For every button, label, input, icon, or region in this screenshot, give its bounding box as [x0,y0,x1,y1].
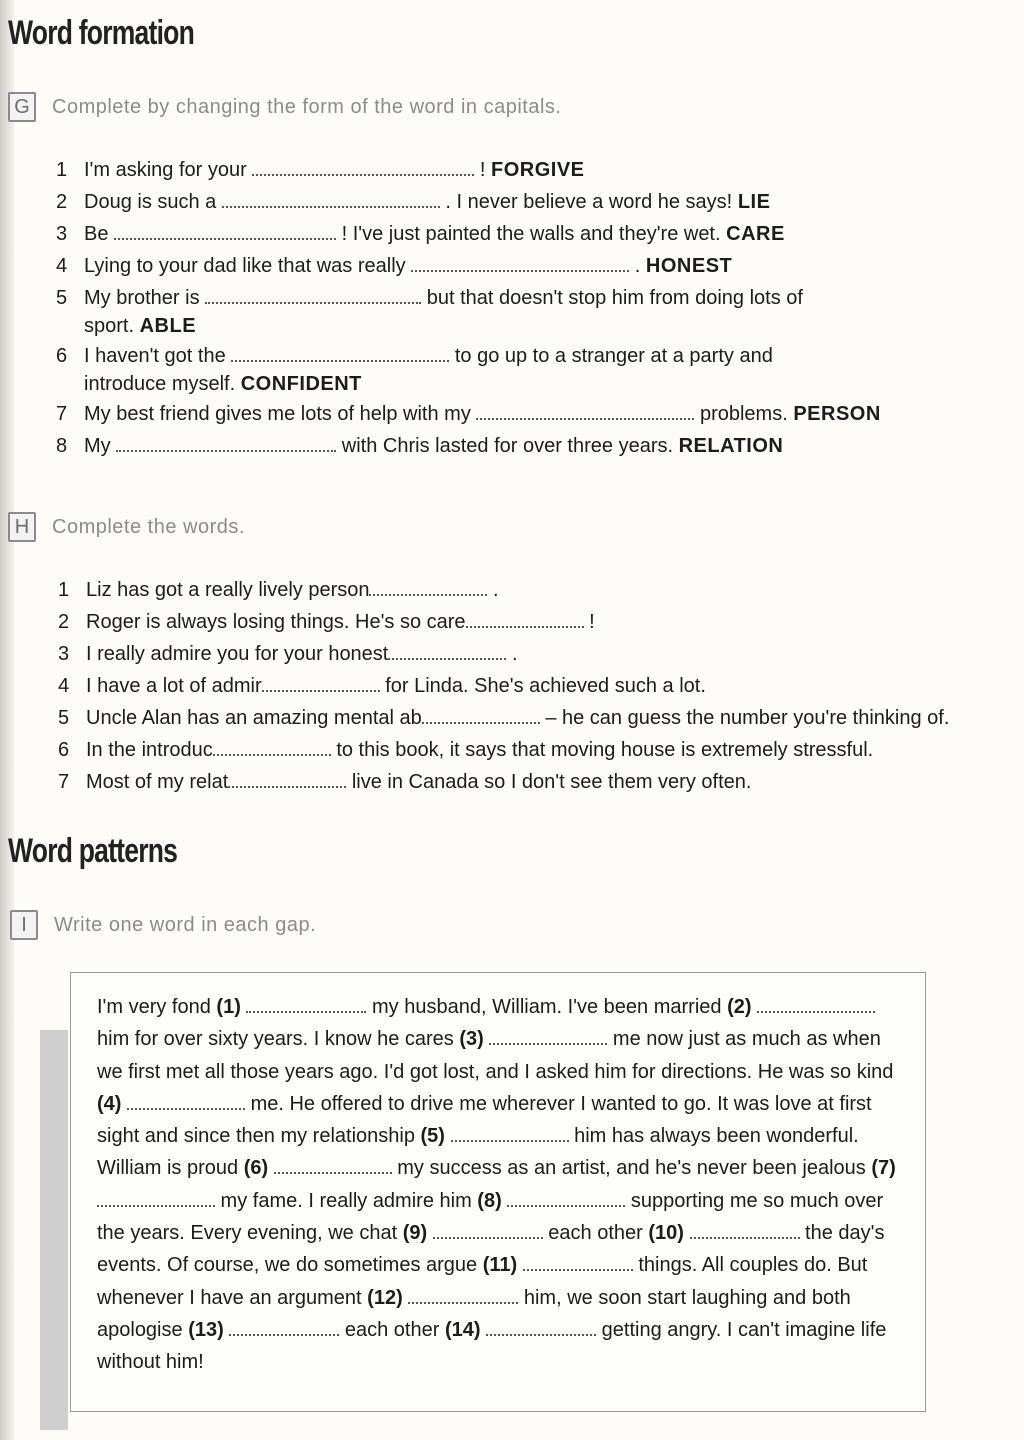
item-number: 4 [58,675,70,697]
answer-gap[interactable] [422,704,540,724]
item-text-after: . [634,255,641,277]
item-number: 4 [56,255,68,277]
list-item [58,736,998,768]
answer-gap[interactable] [388,640,506,660]
item-text-after: for Linda. She's achieved such a lot. [385,675,706,697]
item-text-after: – he can guess the number you're thinking of. [545,707,950,729]
item-text-before: Roger is always losing things. He's so care [86,611,466,633]
item-text-after: ! [589,611,595,633]
answer-gap[interactable] [114,220,336,240]
item-text-before: Uncle Alan has an amazing mental ab [86,707,422,729]
list-item [56,156,936,188]
item-number: 5 [58,707,70,729]
exercise-g-list [56,156,936,464]
item-text-before: My [84,435,111,457]
item-text-after: . I never believe a word he says! [445,191,733,213]
item-number: 7 [58,771,70,793]
item-text-before: I haven't got the [84,345,226,367]
item-text-before: I'm asking for your [84,159,247,181]
list-item [56,188,936,220]
item-text-after: . [493,579,499,601]
passage-box [70,972,926,1412]
answer-gap[interactable] [369,576,487,596]
item-text-after: to this book, it says that moving house is extremely stressful. [336,739,874,761]
list-item [56,342,936,400]
capital-word: RELATION [678,435,784,457]
item-text-before: I have a lot of admir [86,675,262,697]
capital-word: PERSON [793,403,881,425]
item-text-before: Most of my relat [86,771,229,793]
answer-gap[interactable] [411,252,629,272]
instruction-text: Complete by changing the form of the word in capitals. [52,95,562,118]
answer-gap[interactable] [507,1187,625,1207]
instruction-text: Complete the words. [52,515,245,538]
answer-gap[interactable] [757,993,875,1013]
item-number: 2 [58,611,70,633]
capital-word: ABLE [139,315,197,337]
capital-word: HONEST [645,255,733,277]
answer-gap[interactable] [690,1219,800,1239]
answer-gap[interactable] [116,432,336,452]
item-number: 6 [56,345,68,367]
item-text-after: to go up to a stranger at a party and introduce myself. [84,345,773,395]
list-item [56,220,936,252]
capital-word: CARE [726,223,785,245]
item-text-before: In the introduc [86,739,213,761]
item-number: 1 [56,159,68,181]
item-number: 2 [56,191,68,213]
item-text-after: . [511,643,518,665]
list-item [56,432,936,464]
paragraph-2: William is proud (6) my success as an artist, and he's never been jealous (7) my fame. I really admire him (8) supporting me so much over the years. Every evening, we chat (9) each other (10) the day's events. Of course, we do sometimes argue (11) things. All couples do. But whenever I have an argument (12) him, we soon start laughing and both apologise (13) each other (14) getting angry. I can't imagine life without him! [97,1152,907,1378]
section-title-word-patterns: Word patterns [8,832,178,870]
paragraph-1: I'm very fond (1) my husband, William. I've been married (2) him for over sixty years. I know he cares (3) me now just as much as when we first met all those years ago. I'd got lost, and I asked him for directions. He was so kind (4) me. He offered to drive me wherever I wanted to go. It was love at first sight and since then my relationship (5) him has always been wonderful. [97,991,907,1152]
answer-gap[interactable] [97,1187,215,1207]
exercise-h-instruction [8,512,245,542]
book-spine-shadow [0,0,14,1440]
item-number: 8 [56,435,68,457]
answer-gap[interactable] [466,608,584,628]
list-item [58,576,998,608]
answer-gap[interactable] [229,1316,339,1336]
item-text-before: Be [84,223,109,245]
item-number: 5 [56,287,68,309]
item-number: 3 [56,223,68,245]
capital-word: CONFIDENT [240,373,362,395]
list-item [56,252,936,284]
item-text-after: with Chris lasted for over three years. [341,435,674,457]
item-number: 6 [58,739,70,761]
list-item [56,400,936,432]
section-title-word-formation: Word formation [8,14,195,52]
instruction-text: Write one word in each gap. [54,913,317,936]
item-number: 7 [56,403,68,425]
exercise-letter-badge: I [10,910,38,940]
item-text-after: ! I've just painted the walls and they're wet. [341,223,721,245]
list-item [58,704,998,736]
list-item [58,640,998,672]
answer-gap[interactable] [408,1284,518,1304]
answer-gap[interactable] [127,1090,245,1110]
item-text-after: but that doesn't stop him from doing lots of sport. [84,287,803,337]
answer-gap[interactable] [476,400,694,420]
list-item [58,608,998,640]
answer-gap[interactable] [274,1154,392,1174]
list-item [58,768,998,800]
answer-gap[interactable] [205,284,421,304]
item-number: 1 [58,579,70,601]
answer-gap[interactable] [433,1219,543,1239]
list-item [58,672,998,704]
item-text-before: My brother is [84,287,200,309]
item-text-before: My best friend gives me lots of help with my [84,403,471,425]
item-text-after: ! [479,159,486,181]
exercise-h-list [58,576,998,800]
answer-gap[interactable] [489,1025,607,1045]
answer-gap[interactable] [213,736,331,756]
list-item [56,284,936,342]
item-text-before: Liz has got a really lively person [86,579,370,601]
answer-gap[interactable] [486,1316,596,1336]
capital-word: FORGIVE [491,159,585,181]
capital-word: LIE [737,191,771,213]
answer-gap[interactable] [451,1122,569,1142]
answer-gap[interactable] [231,342,449,362]
exercise-i-instruction [10,910,316,940]
answer-gap[interactable] [246,993,366,1013]
item-text-before: I really admire you for your honest [86,643,389,665]
passage-text [97,991,907,1379]
passage-side-bar [40,1030,68,1430]
item-text-after: live in Canada so I don't see them very often. [351,771,752,793]
item-text-before: Doug is such a [84,191,217,213]
answer-gap[interactable] [262,672,380,692]
item-number: 3 [58,643,70,665]
exercise-letter-badge: H [8,512,36,542]
exercise-letter-badge: G [8,92,36,122]
answer-gap[interactable] [228,768,346,788]
answer-gap[interactable] [222,188,440,208]
exercise-g-instruction [8,92,561,122]
answer-gap[interactable] [523,1251,633,1271]
answer-gap[interactable] [252,156,474,176]
item-text-before: Lying to your dad like that was really [84,255,406,277]
item-text-after: problems. [699,403,788,425]
